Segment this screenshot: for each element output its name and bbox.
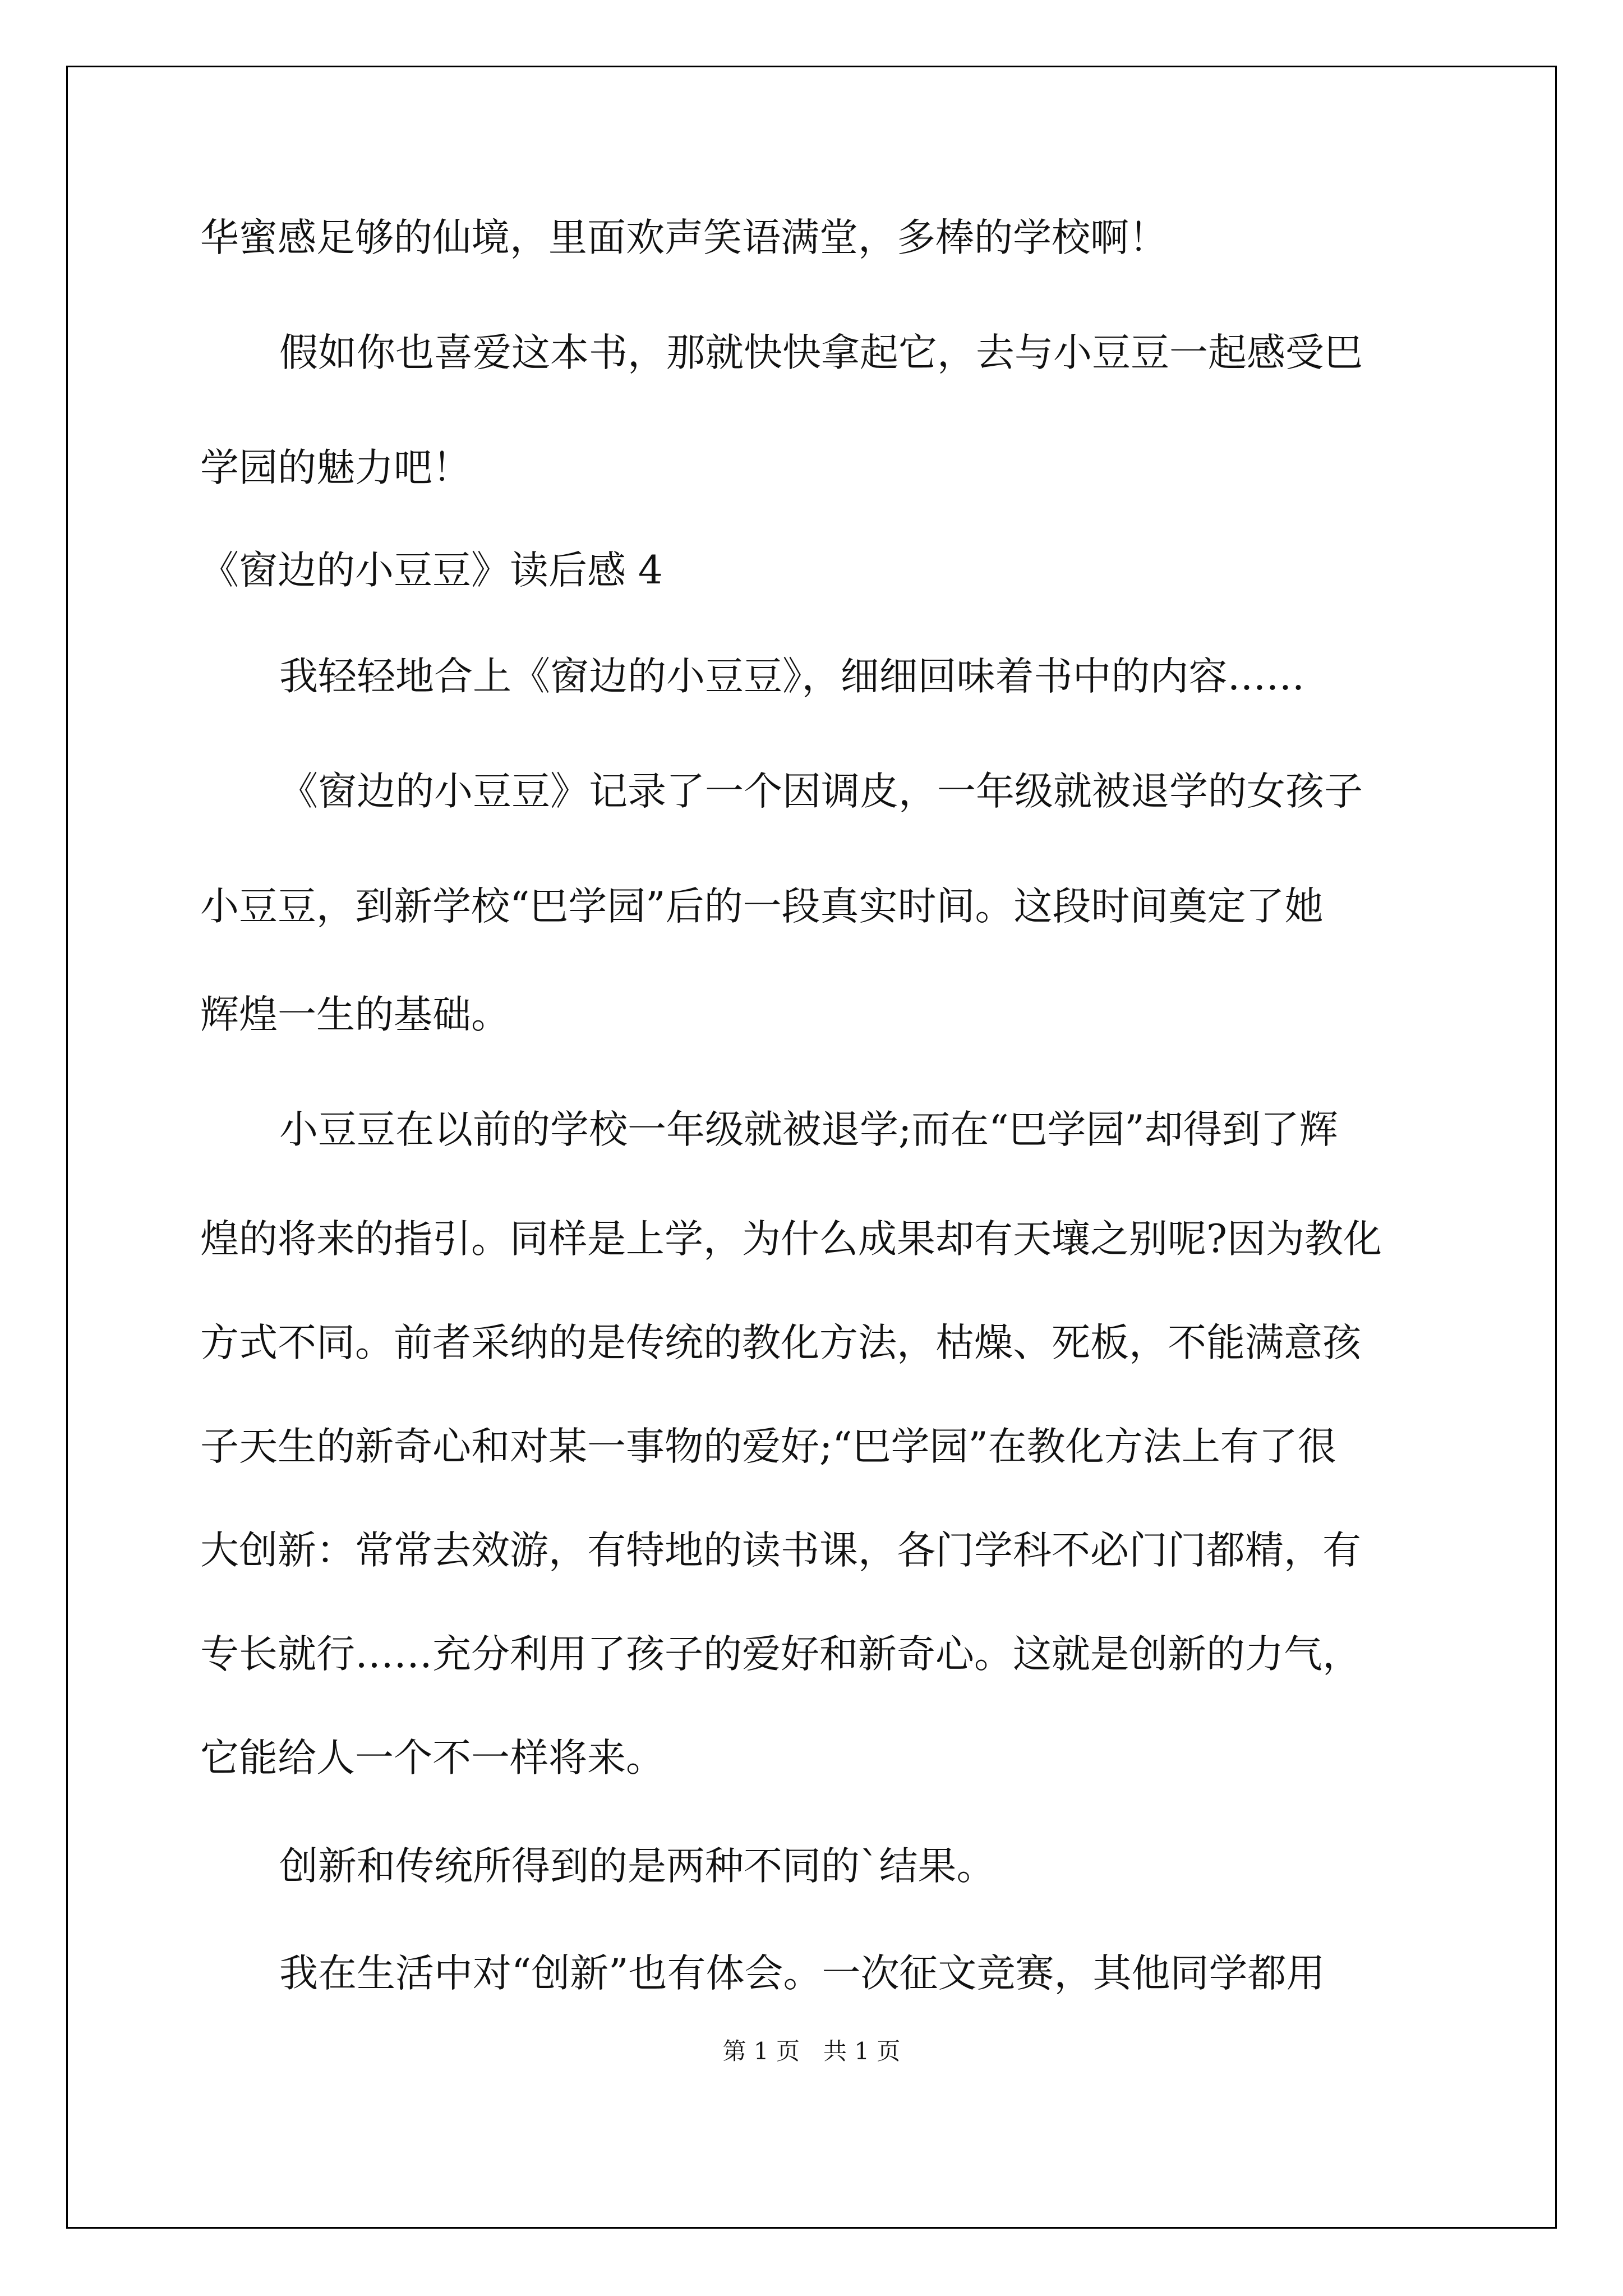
paragraph-line-1: 华蜜感足够的仙境，里面欢声笑语满堂，多棒的学校啊！: [200, 215, 1168, 260]
paragraph-line-7: 小豆豆，到新学校“巴学园”后的一段真实时间。这段时间奠定了她: [200, 884, 1324, 929]
paragraph-line-11: 方式不同。前者采纳的是传统的教化方法，枯燥、死板，不能满意孩: [200, 1320, 1361, 1365]
section-heading: 《窗边的小豆豆》读后感 4: [200, 548, 663, 593]
paragraph-line-17: 我在生活中对“创新”也有体会。一次征文竞赛，其他同学都用: [279, 1951, 1325, 1996]
paragraph-line-3: 学园的魅力吧！: [200, 445, 471, 490]
page-footer: 第 1 页 共 1 页: [722, 2037, 901, 2065]
paragraph-line-14: 专长就行……充分利用了孩子的爱好和新奇心。这就是创新的力气，: [200, 1632, 1361, 1677]
paragraph-line-15: 它能给人一个不一样将来。: [200, 1736, 665, 1780]
paragraph-line-16: 创新和传统所得到的是两种不同的`结果。: [279, 1844, 995, 1889]
paragraph-line-5: 我轻轻地合上《窗边的小豆豆》，细细回味着书中的内容……: [279, 654, 1305, 699]
paragraph-line-10: 煌的将来的指引。同样是上学，为什么成果却有天壤之别呢?因为教化: [200, 1217, 1382, 1262]
paragraph-line-12: 子天生的新奇心和对某一事物的爱好;“巴学园”在教化方法上有了很: [200, 1424, 1336, 1469]
paragraph-line-13: 大创新：常常去效游，有特地的读书课，各门学科不必门门都精，有: [200, 1528, 1361, 1573]
paragraph-line-2: 假如你也喜爱这本书，那就快快拿起它，去与小豆豆一起感受巴: [279, 330, 1363, 375]
paragraph-line-6: 《窗边的小豆豆》记录了一个因调皮，一年级就被退学的女孩子: [279, 769, 1363, 814]
paragraph-line-9: 小豆豆在以前的学校一年级就被退学;而在“巴学园”却得到了辉: [279, 1107, 1338, 1152]
paragraph-line-8: 辉煌一生的基础。: [200, 992, 510, 1037]
